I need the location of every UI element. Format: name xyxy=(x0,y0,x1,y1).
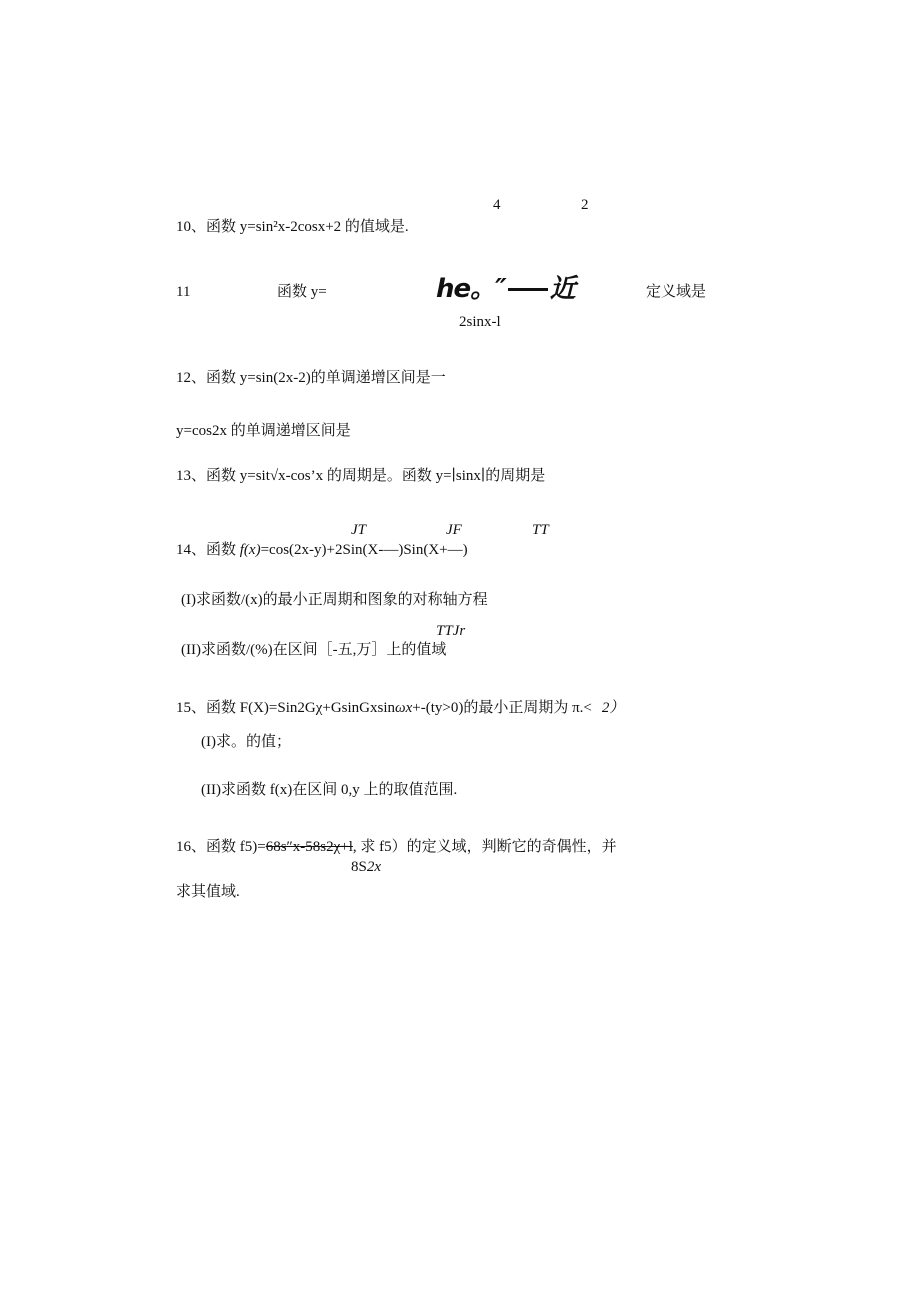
q12-line1: 12、函数 y=sin(2x-2)的单调递增区间是一 xyxy=(176,370,446,386)
q14-fx: f(x) xyxy=(239,542,261,558)
q16-denominator-a: 8S xyxy=(351,859,367,875)
q15-part1: (I)求。的值； xyxy=(201,734,291,750)
q16-tail: , 求 f5）的定义域，判断它的奇偶性，并 xyxy=(352,839,617,855)
q12-line2: y=cos2x 的单调递增区间是 xyxy=(176,423,351,439)
q10-text: 10、函数 y=sin²x-2cosx+2 的值域是. xyxy=(176,219,409,235)
q16-line2: 求其值域. xyxy=(176,884,240,900)
q14-superscript-2: JF xyxy=(446,522,462,538)
q11-garbled-formula xyxy=(436,276,575,302)
q15-statement xyxy=(176,701,624,716)
q13-text: 13、函数 y=sit√x-cos’x 的周期是。函数 y=∣sinx∣的周期是 xyxy=(176,468,546,484)
q15-line-italic: ωx xyxy=(395,700,413,716)
q14-prefix: 14、函数 xyxy=(176,542,240,558)
q10-superscript-2: 2 xyxy=(581,197,589,213)
q14-part2-superscript: TTJr xyxy=(436,623,466,639)
q14-part1: (I)求函数/(x)的最小正周期和图象的对称轴方程 xyxy=(181,592,488,608)
q11-number: 11 xyxy=(176,284,191,300)
q16-denominator xyxy=(351,860,381,875)
q14-superscript-3: TT xyxy=(532,522,549,538)
q11-label: 函数 y= xyxy=(277,284,327,300)
q14-body: =cos(2x-y)+2Sin(X-—)Sin(X+—) xyxy=(260,542,468,558)
q11-garbled-b: ″ xyxy=(495,274,506,304)
q16-statement xyxy=(176,840,617,855)
q14-statement xyxy=(176,543,468,558)
q15-part2: (II)求函数 f(x)在区间 0,y 上的取值范围. xyxy=(201,782,458,798)
q11-denominator: 2sinx-l xyxy=(459,314,501,330)
q14-part2: (II)求函数/(%)在区间［-五,万］上的值域 xyxy=(181,642,447,658)
q15-line: 15、函数 F(X)=Sin2Gχ+GsinGxsin xyxy=(176,700,396,716)
q16-struck-numerator: 68s″x-58s2χ+l xyxy=(265,839,353,855)
q15-line-end: 2） xyxy=(601,700,625,716)
q16-prefix: 16、函数 f5)= xyxy=(176,839,266,855)
q11-garbled-c: 近 xyxy=(549,274,575,304)
q10-superscript-4: 4 xyxy=(493,197,501,213)
fraction-bar xyxy=(508,288,548,291)
q14-superscript-1: JT xyxy=(351,522,366,538)
q16-denominator-b: 2x xyxy=(366,859,382,875)
q11-tail: 定义域是 xyxy=(646,284,707,300)
q15-line-tail: +-(ty>0)的最小正周期为 π.< xyxy=(412,700,592,716)
q11-garbled-a: he。 xyxy=(436,274,496,304)
